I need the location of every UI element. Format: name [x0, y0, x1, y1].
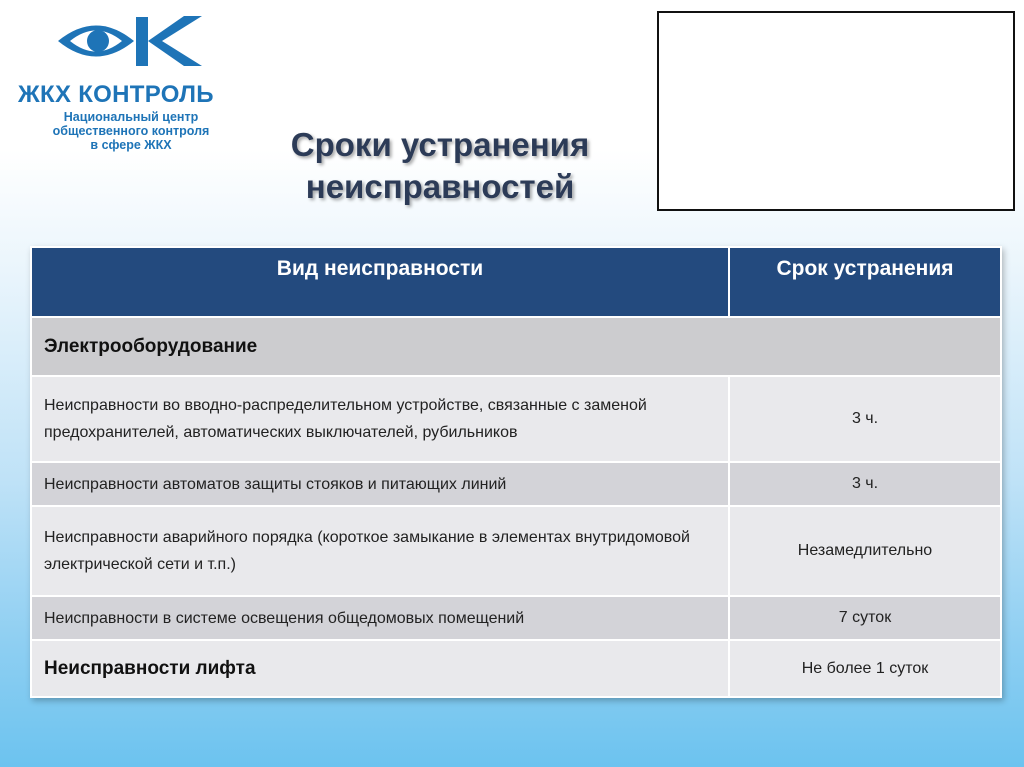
page-title-line: Сроки устранения: [290, 126, 590, 163]
logo-subtitle-line: Национальный центр: [63, 110, 199, 124]
repair-term-cell: Не более 1 суток: [729, 640, 1001, 697]
repair-term-cell: 3 ч.: [729, 462, 1001, 506]
header-type: Вид неисправности: [31, 247, 729, 317]
repair-term-cell: Незамедлительно: [729, 506, 1001, 596]
fault-type-cell: Неисправности лифта: [31, 640, 729, 697]
table-header-row: [31, 247, 1001, 317]
logo-subtitle: [24, 110, 238, 152]
section-row: [31, 317, 1001, 376]
table-row: [31, 640, 1001, 697]
logo: [18, 14, 258, 152]
logo-subtitle-line: в сфере ЖКХ: [90, 138, 172, 152]
eye-k-logo-icon: [56, 14, 206, 69]
fault-type-cell: Неисправности во вводно-распределительном устройстве, связанные с заменой предохранителей, автоматических выключателей, рубильников: [31, 376, 729, 462]
logo-subtitle-line: общественного контроля: [52, 124, 210, 138]
page-title-line: неисправностей: [305, 168, 575, 205]
blank-image-frame: [657, 11, 1015, 211]
repair-term-cell: 3 ч.: [729, 376, 1001, 462]
table-row: [31, 376, 1001, 462]
fault-type-cell: Неисправности в системе освещения общедомовых помещений: [31, 596, 729, 640]
table-row: [31, 506, 1001, 596]
section-title: Электрооборудование: [31, 317, 1001, 376]
logo-name: ЖКХ КОНТРОЛЬ: [18, 81, 214, 108]
table-row: [31, 462, 1001, 506]
repair-terms-table: [30, 246, 1002, 698]
header-term: Срок устранения: [729, 247, 1001, 317]
page-title: [240, 124, 640, 208]
fault-type-cell: Неисправности автоматов защиты стояков и питающих линий: [31, 462, 729, 506]
fault-type-cell: Неисправности аварийного порядка (короткое замыкание в элементах внутридомовой электрической сети и т.п.): [31, 506, 729, 596]
table-row: [31, 596, 1001, 640]
repair-term-cell: 7 суток: [729, 596, 1001, 640]
